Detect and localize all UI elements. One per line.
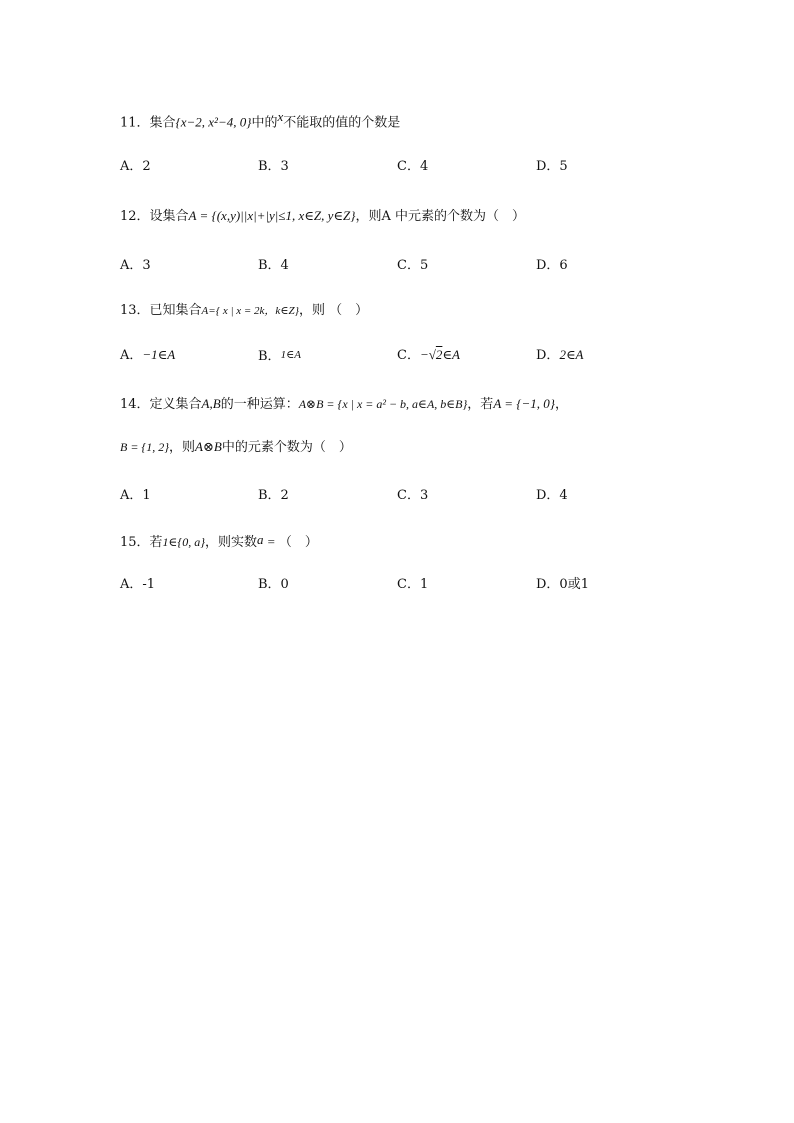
question-14-operation-definition: A⊗B = {x | x = a² − b, a∈A, b∈B} — [298, 397, 468, 411]
question-14-middle: 的一种运算： — [220, 397, 299, 412]
question-13-set-expression: A={ x | x = 2k，k∈Z} — [201, 305, 299, 317]
question-11-middle: 中的 — [251, 115, 278, 131]
question-15-membership: 1∈{0, a} — [162, 535, 206, 549]
question-15-prefix: 15．若 — [120, 535, 163, 550]
question-14-option-c: C．3 — [397, 488, 429, 503]
question-11-option-b: B．3 — [258, 159, 289, 174]
question-13-stem — [120, 301, 368, 321]
question-12-option-b: B．4 — [258, 258, 289, 273]
question-13-prefix: 13．已知集合 — [120, 303, 202, 318]
question-14-stem-line-2 — [120, 437, 352, 458]
question-13-suffix: ，则 （ ） — [298, 303, 369, 318]
question-13-option-c-label: C． — [397, 348, 420, 363]
question-13-option-b — [258, 345, 301, 367]
question-14-set-a: A = {−1, 0} — [493, 396, 555, 411]
question-12-stem — [120, 206, 525, 227]
question-11-stem — [120, 107, 400, 133]
question-13-option-b-label: B． — [258, 349, 281, 364]
question-14-end: ， — [554, 397, 568, 412]
question-11-variable: x — [277, 109, 284, 124]
question-15-option-b: B．0 — [258, 577, 289, 592]
question-13-option-c — [397, 345, 460, 366]
question-14-operation: A⊗B — [195, 439, 222, 454]
question-14-set-b: B = {1, 2} — [120, 440, 170, 454]
question-11-option-d: D．5 — [536, 159, 568, 174]
question-13-option-c-math-post: ∈A — [442, 347, 460, 362]
question-11-suffix: 不能取的值的个数是 — [283, 115, 401, 131]
question-14-middle2: ，若 — [467, 397, 494, 412]
question-12-option-c: C．5 — [397, 258, 429, 273]
question-12-option-d: D．6 — [536, 258, 568, 273]
question-11-option-a: A．2 — [120, 159, 151, 174]
question-12-prefix: 12．设集合 — [120, 209, 189, 224]
question-14-stem-line-1 — [120, 394, 568, 415]
question-15-option-c: C．1 — [397, 577, 429, 592]
question-14-option-b: B．2 — [258, 488, 289, 503]
question-13-option-d-math: 2∈A — [559, 347, 584, 362]
question-11-set-expression: {x−2, x²−4, 0} — [175, 114, 252, 130]
question-15-option-d: D．0或1 — [536, 577, 589, 592]
question-15-stem — [120, 530, 318, 553]
question-14-line2-mid: ，则 — [169, 440, 196, 455]
question-13-option-d — [536, 345, 584, 366]
question-14-option-d: D．4 — [536, 488, 568, 503]
question-14-option-a: A．1 — [120, 488, 151, 503]
question-15-variable: a — [257, 532, 264, 547]
question-13-option-b-math: 1∈A — [280, 349, 301, 361]
question-15-equals: = — [263, 534, 279, 549]
question-15-suffix: （ ） — [278, 535, 318, 550]
question-13-option-c-math-pre: −√ — [419, 347, 436, 362]
question-11-prefix: 11．集合 — [120, 115, 176, 131]
question-12-option-a: A．3 — [120, 258, 151, 273]
question-12-set-expression: A = {(x,y)||x|+|y|≤1, x∈Z, y∈Z} — [188, 208, 356, 223]
question-13-option-c-radicand: 2 — [435, 347, 443, 362]
question-13-option-a — [120, 345, 175, 366]
question-14-line2-suffix: 中的元素个数为（ ） — [221, 440, 352, 455]
question-12-suffix: ，则A 中元素的个数为（ ） — [355, 209, 525, 224]
question-15-option-a: A．-1 — [120, 577, 156, 592]
question-14-sets: A,B — [201, 396, 221, 411]
question-13-option-a-math: −1∈A — [142, 347, 176, 362]
question-13-option-a-label: A． — [120, 348, 143, 363]
question-11-option-c: C．4 — [397, 159, 429, 174]
question-14-prefix: 14．定义集合 — [120, 397, 202, 412]
question-13-option-d-label: D． — [536, 348, 560, 363]
question-15-middle: ，则实数 — [205, 535, 258, 550]
